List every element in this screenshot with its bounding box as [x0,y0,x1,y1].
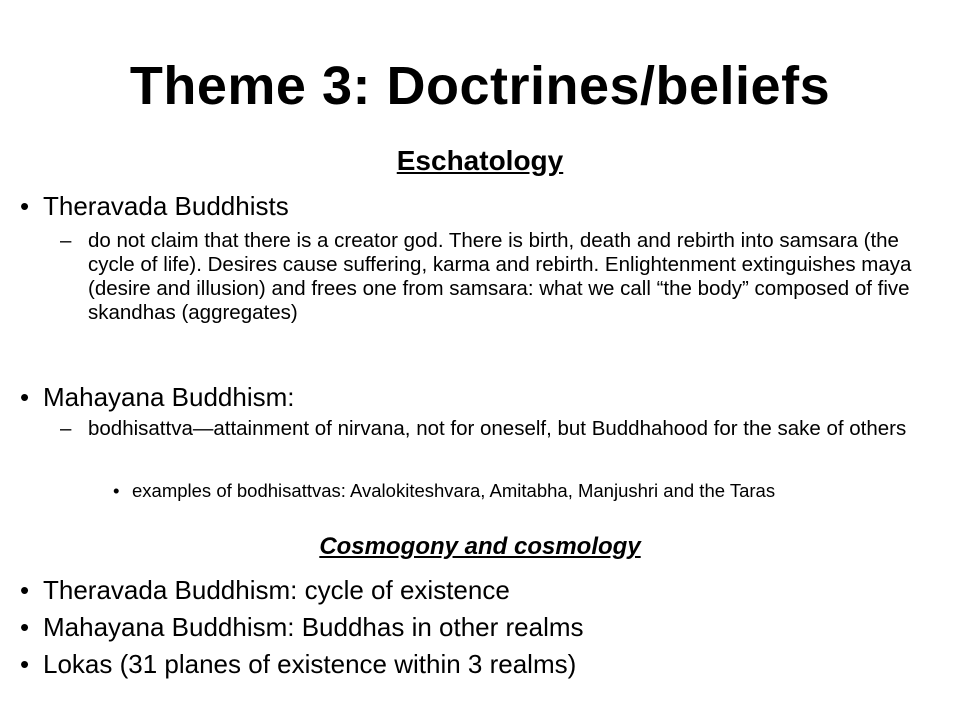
dash-marker: – [60,229,72,252]
dash-marker: – [60,417,72,440]
bullet-text: Mahayana Buddhism: Buddhas in other realms [43,612,584,642]
sub-bullet-item [60,229,940,325]
sub-sub-bullet-item [113,480,953,502]
bullet-marker: • [20,612,30,642]
section-heading-cosmogony: Cosmogony and cosmology [319,533,641,560]
bullet-marker: • [113,480,120,501]
sub-bullet-text: do not claim that there is a creator god. There is birth, death and rebirth into samsara (the cycle of life). Desires cause suffering, karma and rebirth. Enlightenment extinguishes maya (desire and illusion) and frees one from samsara: what we call “the body” composed of five skandhas (aggregates) [88,229,912,324]
bullet-marker: • [20,191,30,221]
bullet-item [20,612,940,643]
bullet-marker: • [20,382,30,412]
bullet-marker: • [20,575,30,605]
sub-bullet-text: bodhisattva—attainment of nirvana, not for oneself, but Buddhahood for the sake of others [88,417,907,440]
bullet-text: Mahayana Buddhism: [43,382,295,412]
bullet-item [20,382,940,413]
bullet-text: Theravada Buddhism: cycle of existence [43,575,510,605]
bullet-item [20,649,940,680]
bullet-text: Theravada Buddhists [43,191,289,221]
section-heading-eschatology: Eschatology [396,145,564,176]
bullet-item [20,191,940,222]
bullet-marker: • [20,649,30,679]
slide-title: Theme 3: Doctrines/beliefs [129,56,831,116]
bullet-text: Lokas (31 planes of existence within 3 realms) [43,649,577,679]
sub-bullet-item [60,417,940,441]
bullet-item [20,575,940,606]
sub-sub-bullet-text: examples of bodhisattvas: Avalokiteshvara, Amitabha, Manjushri and the Taras [132,480,776,501]
